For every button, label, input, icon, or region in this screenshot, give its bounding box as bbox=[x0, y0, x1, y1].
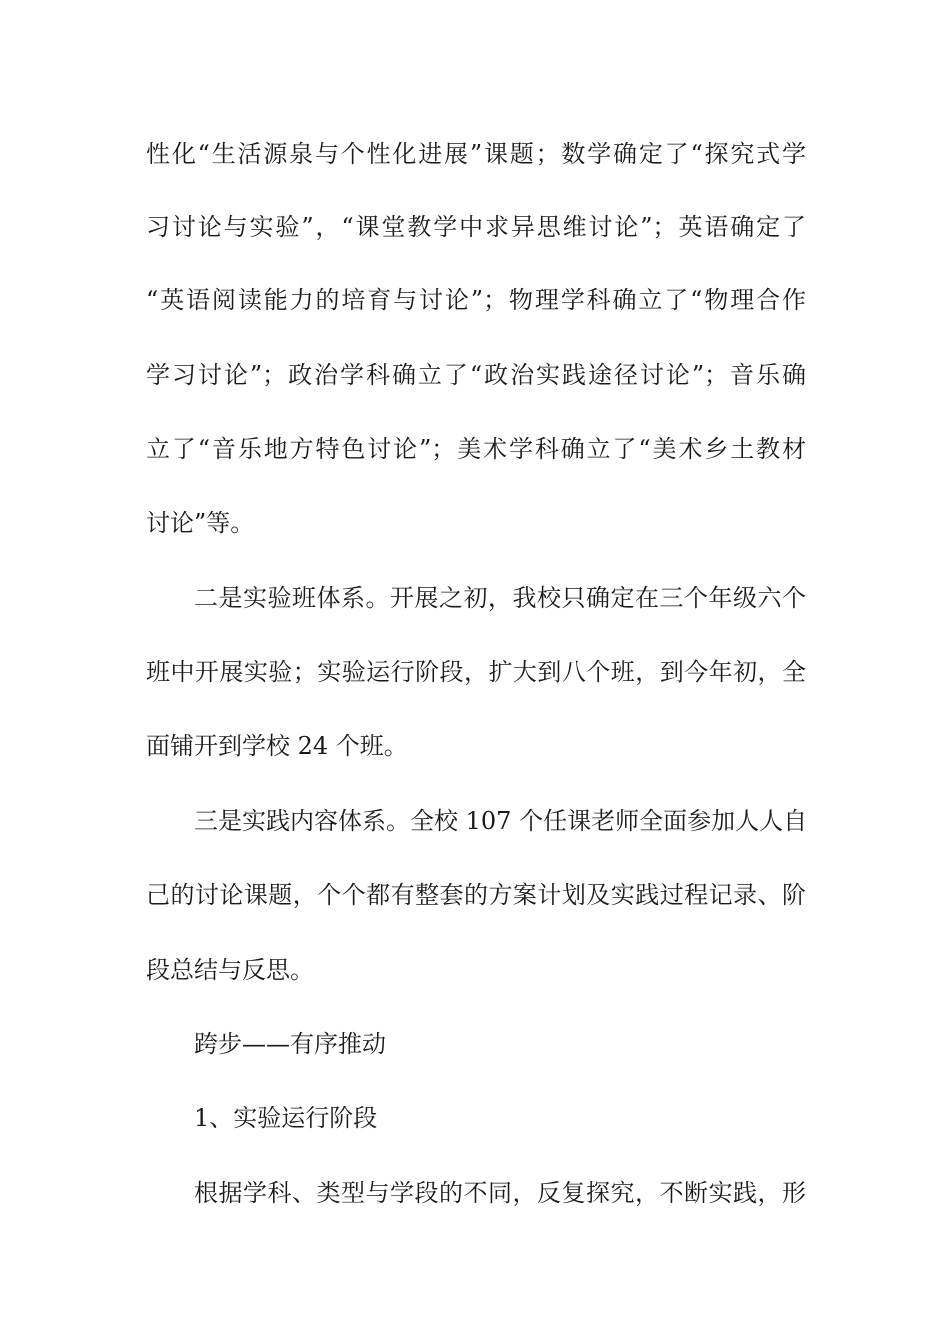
paragraph-line: 班中开展实验；实验运行阶段，扩大到八个班，到今年初，全 bbox=[146, 658, 806, 686]
paragraph-line: 根据学科、类型与学段的不同，反复探究，不断实践，形 bbox=[194, 1179, 806, 1207]
paragraph-line: “英语阅读能力的培育与讨论”；物理学科确立了“物理合作 bbox=[146, 286, 806, 314]
paragraph-line: 讨论”等。 bbox=[146, 509, 255, 537]
section-heading: 跨步——有序推动 bbox=[194, 1030, 386, 1058]
paragraph-line: 三是实践内容体系。全校 107 个任课老师全面参加人人自 bbox=[194, 807, 808, 835]
paragraph-line: 学习讨论”；政治学科确立了“政治实践途径讨论”；音乐确 bbox=[146, 361, 806, 389]
subsection-heading: 1、实验运行阶段 bbox=[194, 1104, 378, 1132]
paragraph-line: 立了“音乐地方特色讨论”；美术学科确立了“美术乡土教材 bbox=[146, 435, 806, 463]
paragraph-line: 己的讨论课题，个个都有整套的方案计划及实践过程记录、阶 bbox=[146, 881, 806, 909]
paragraph-line: 二是实验班体系。开展之初，我校只确定在三个年级六个 bbox=[194, 584, 806, 612]
paragraph-line: 面铺开到学校 24 个班。 bbox=[146, 732, 408, 760]
paragraph-line: 性化“生活源泉与个性化进展”课题；数学确定了“探究式学 bbox=[146, 140, 806, 168]
paragraph-line: 习讨论与实验”，“课堂教学中求异思维讨论”；英语确定了 bbox=[146, 213, 806, 241]
paragraph-line: 段总结与反思。 bbox=[146, 956, 314, 984]
